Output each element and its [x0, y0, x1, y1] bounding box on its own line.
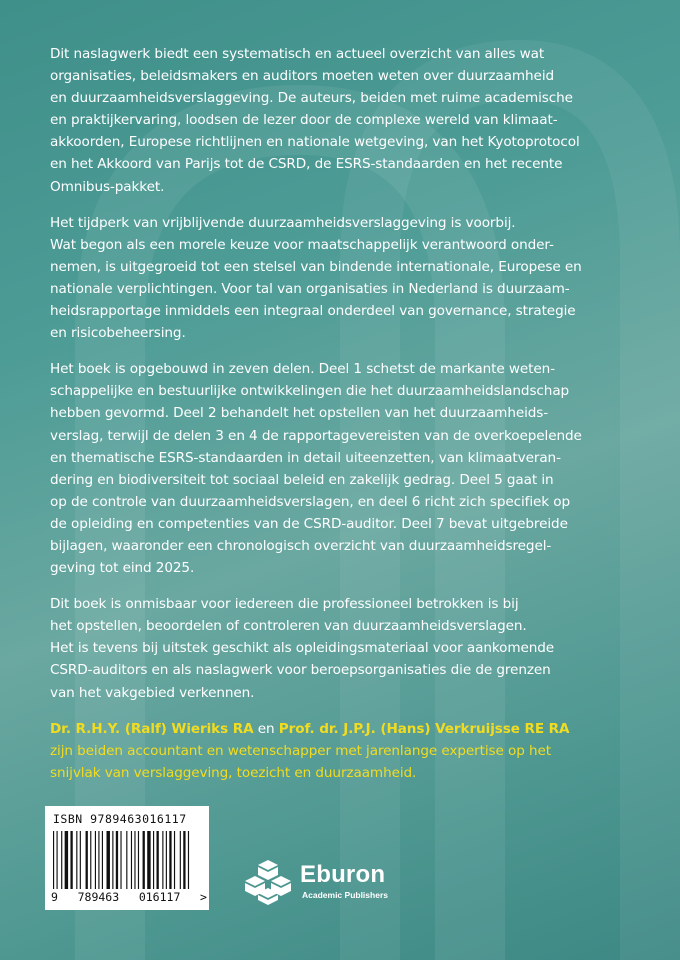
text-line: en praktijkervaring, loodsen de lezer door de complexe wereld van klimaat- — [50, 112, 558, 129]
text-line: geving tot eind 2025. — [50, 560, 195, 577]
text-line: de opleiding en competenties van de CSRD-auditor. Deel 7 bevat uitgebreide — [50, 515, 568, 532]
text-line: en risicobeheersing. — [50, 325, 186, 342]
text-line: Omnibus-pakket. — [50, 178, 165, 195]
authors-block — [50, 718, 640, 784]
barcode-digit-prefix: 9 — [51, 890, 58, 904]
author-bio-line: snijvlak van verslaggeving, toezicht en duurzaamheid. — [50, 764, 417, 781]
eburon-cubes-icon — [242, 858, 294, 906]
text-line: het opstellen, beoordelen of controleren van duurzaamheidsverslagen. — [50, 618, 527, 635]
paragraph-intro — [50, 43, 640, 198]
text-line: schappelijke en bestuurlijke ontwikkelingen die het duurzaamheidslandschap — [50, 383, 570, 400]
text-line: Het boek is opgebouwd in zeven delen. Deel 1 schetst de markante weten- — [50, 361, 555, 378]
paragraph-context — [50, 212, 640, 345]
publisher-tagline: Academic Publishers — [302, 890, 388, 900]
barcode-digit-suffix: > — [200, 890, 207, 904]
barcode-digit-group-2: 016117 — [138, 890, 181, 904]
text-line: bijlagen, waaronder een chronologisch overzicht van duurzaamheidsregel- — [50, 537, 552, 554]
author-connector: en — [253, 720, 279, 737]
text-line: op de controle van duurzaamheidsverslagen, en deel 6 richt zich specifiek op — [50, 493, 571, 510]
publisher-logo — [242, 858, 412, 908]
text-line: Dit boek is onmisbaar voor iedereen die professioneel betrokken is bij — [50, 596, 519, 613]
text-line: Wat begon als een morele keuze voor maatschappelijk verantwoord onder- — [50, 236, 554, 253]
text-line: dering en biodiversiteit tot sociaal beleid en zakelijk gedrag. Deel 5 gaat in — [50, 471, 554, 488]
isbn-label: ISBN 9789463016117 — [53, 812, 187, 826]
text-line: en het Akkoord van Parijs tot de CSRD, de ESRS-standaarden en het recente — [50, 156, 563, 173]
text-line: nationale verplichtingen. Voor tal van organisaties in Nederland is duurzaam- — [50, 280, 570, 297]
text-line: nemen, is uitgegroeid tot een stelsel van bindende internationale, Europese en — [50, 258, 582, 275]
text-line: en duurzaamheidsverslaggeving. De auteurs, beiden met ruime academische — [50, 90, 573, 107]
text-line: akkoorden, Europese richtlijnen en nationale wetgeving, van het Kyotoprotocol — [50, 134, 580, 151]
author-bio-line: zijn beiden accountant en wetenschapper met jarenlange expertise op het — [50, 742, 551, 759]
author-2-name: Prof. dr. J.P.J. (Hans) Verkruijsse RE RA — [278, 720, 570, 737]
text-line: heidsrapportage inmiddels een integraal onderdeel van governance, strategie — [50, 303, 576, 320]
back-cover-text — [50, 43, 640, 784]
text-line: organisaties, beleidsmakers en auditors moeten weten over duurzaamheid — [50, 68, 555, 85]
barcode-digit-group-1: 789463 — [77, 890, 120, 904]
barcode-digits — [51, 890, 207, 904]
barcode-bars — [53, 831, 201, 889]
text-line: Het tijdperk van vrijblijvende duurzaamheidsverslaggeving is voorbij. — [50, 214, 516, 231]
publisher-name: Eburon — [300, 861, 386, 888]
text-line: Dit naslagwerk biedt een systematisch en actueel overzicht van alles wat — [50, 46, 545, 62]
text-line: verslag, terwijl de delen 3 en 4 de rapportagevereisten van de overkoepelende — [50, 427, 582, 444]
isbn-barcode — [45, 806, 209, 910]
paragraph-audience — [50, 593, 640, 703]
text-line: CSRD-auditors en als naslagwerk voor beroepsorganisaties die de grenzen — [50, 662, 551, 679]
text-line: van het vakgebied verkennen. — [50, 684, 255, 701]
paragraph-structure — [50, 358, 640, 579]
text-line: Het is tevens bij uitstek geschikt als opleidingsmateriaal voor aankomende — [50, 640, 555, 657]
author-1-name: Dr. R.H.Y. (Ralf) Wieriks RA — [50, 720, 254, 737]
text-line: hebben gevormd. Deel 2 behandelt het opstellen van het duurzaamheids- — [50, 405, 549, 422]
authors-names-line — [50, 718, 640, 740]
text-line: en thematische ESRS-standaarden in detail uiteenzetten, van klimaatveran- — [50, 449, 561, 466]
